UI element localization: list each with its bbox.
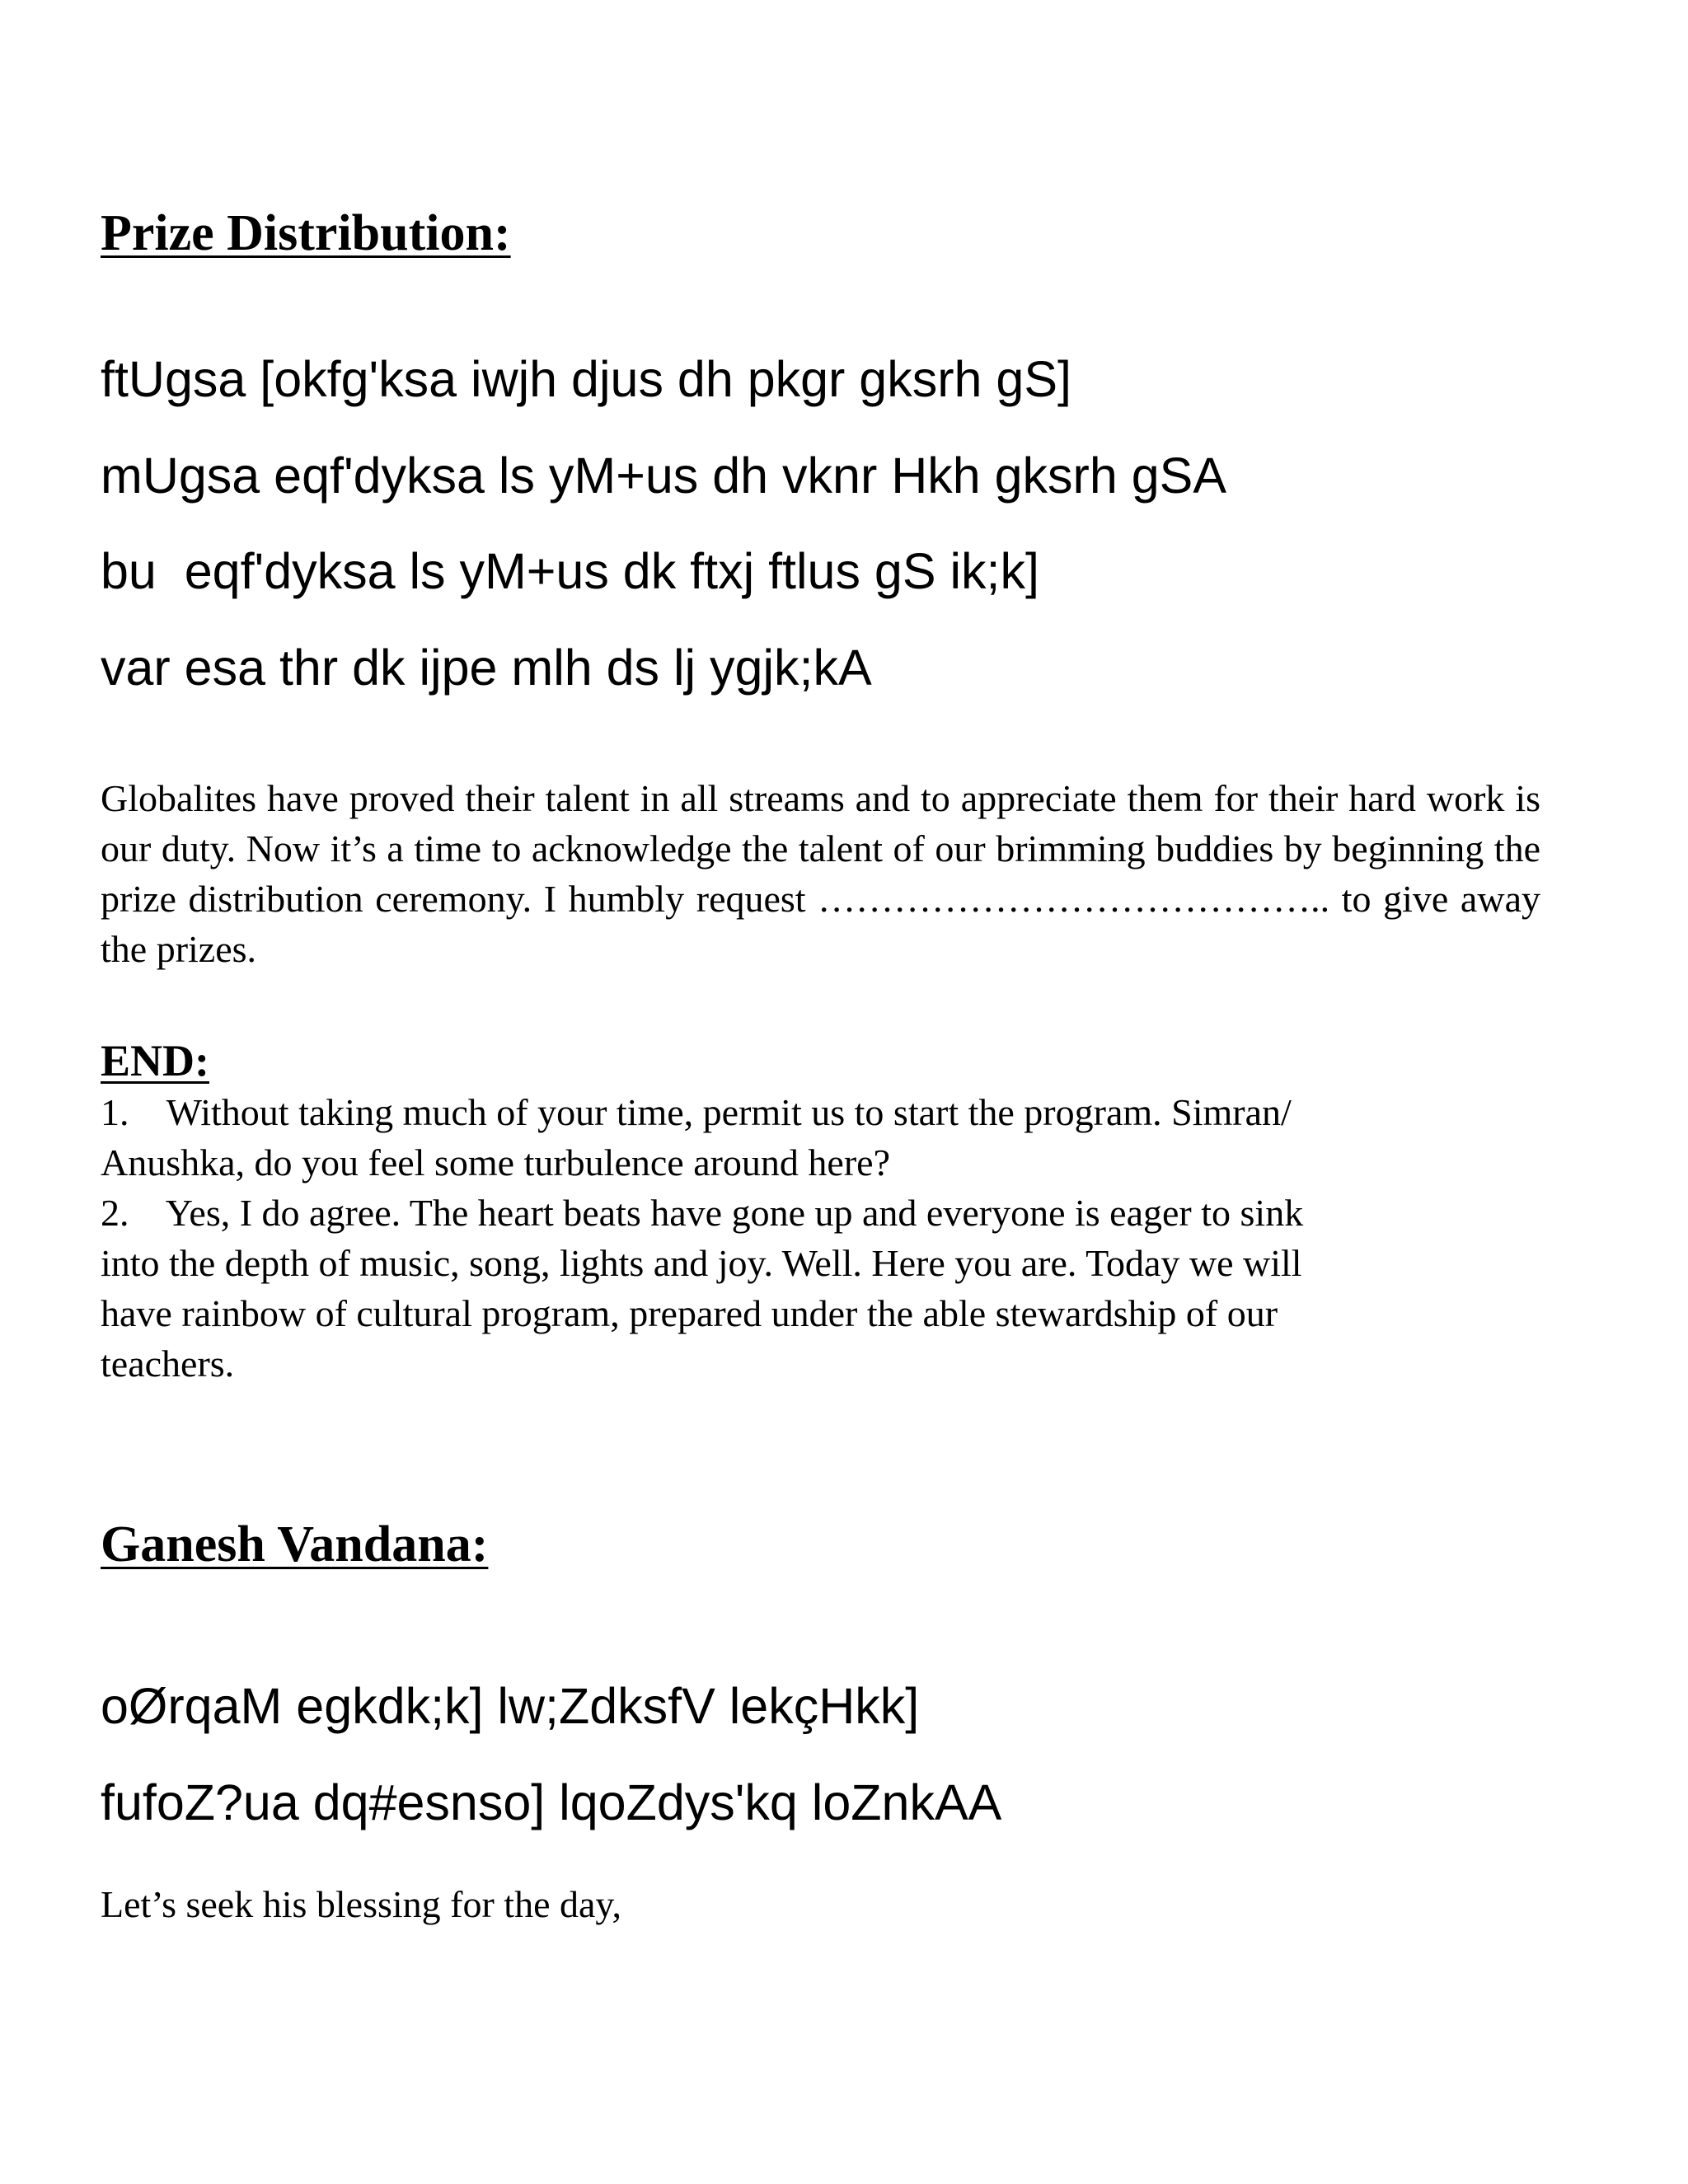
end-line-4: into the depth of music, song, lights and joy. Well. Here you are. Today we will bbox=[101, 1242, 1302, 1284]
end-line-6: teachers. bbox=[101, 1343, 235, 1385]
end-line-3: 2. Yes, I do agree. The heart beats have gone up and everyone is eager to sink bbox=[101, 1192, 1304, 1234]
prize-hindi-line-1: ftUgsa [okfg'ksa iwjh djus dh pkgr gksrh gS] bbox=[101, 351, 1071, 407]
end-line-2: Anushka, do you feel some turbulence around here? bbox=[101, 1141, 891, 1183]
ganesh-hindi-line-1: oØrqaM egkdk;k] lw;ZdksfV lekçHkk] bbox=[101, 1678, 920, 1734]
prize-hindi-line-3: bu eqf'dyksa ls yM+us dk ftxj ftlus gS ik;k] bbox=[101, 543, 1039, 599]
ganesh-hindi-line-2: fufoZ?ua dq#esnso] lqoZdys'kq loZnkAA bbox=[101, 1774, 1002, 1830]
end-heading: END: bbox=[101, 1036, 209, 1085]
prize-distribution-heading: Prize Distribution: bbox=[101, 205, 511, 261]
prize-hindi-line-2: mUgsa eqf'dyksa ls yM+us dh vknr Hkh gksrh gSA bbox=[101, 448, 1227, 504]
prize-distribution-paragraph: Globalites have proved their talent in all streams and to appreciate them for their hard work is our duty. Now it’s a time to acknowledge the talent of our brimming buddies by beginning the prize distribution ceremony. I humbly request ………………………………….. to give away the prizes. bbox=[101, 777, 1540, 970]
prize-hindi-line-4: var esa thr dk ijpe mlh ds lj ygjk;kA bbox=[101, 640, 872, 696]
end-line-5: have rainbow of cultural program, prepared under the able stewardship of our bbox=[101, 1292, 1278, 1334]
end-line-1: 1. Without taking much of your time, permit us to start the program. Simran/ bbox=[101, 1091, 1292, 1133]
ganesh-vandana-heading: Ganesh Vandana: bbox=[101, 1516, 489, 1572]
ganesh-closing-line: Let’s seek his blessing for the day, bbox=[101, 1883, 621, 1925]
